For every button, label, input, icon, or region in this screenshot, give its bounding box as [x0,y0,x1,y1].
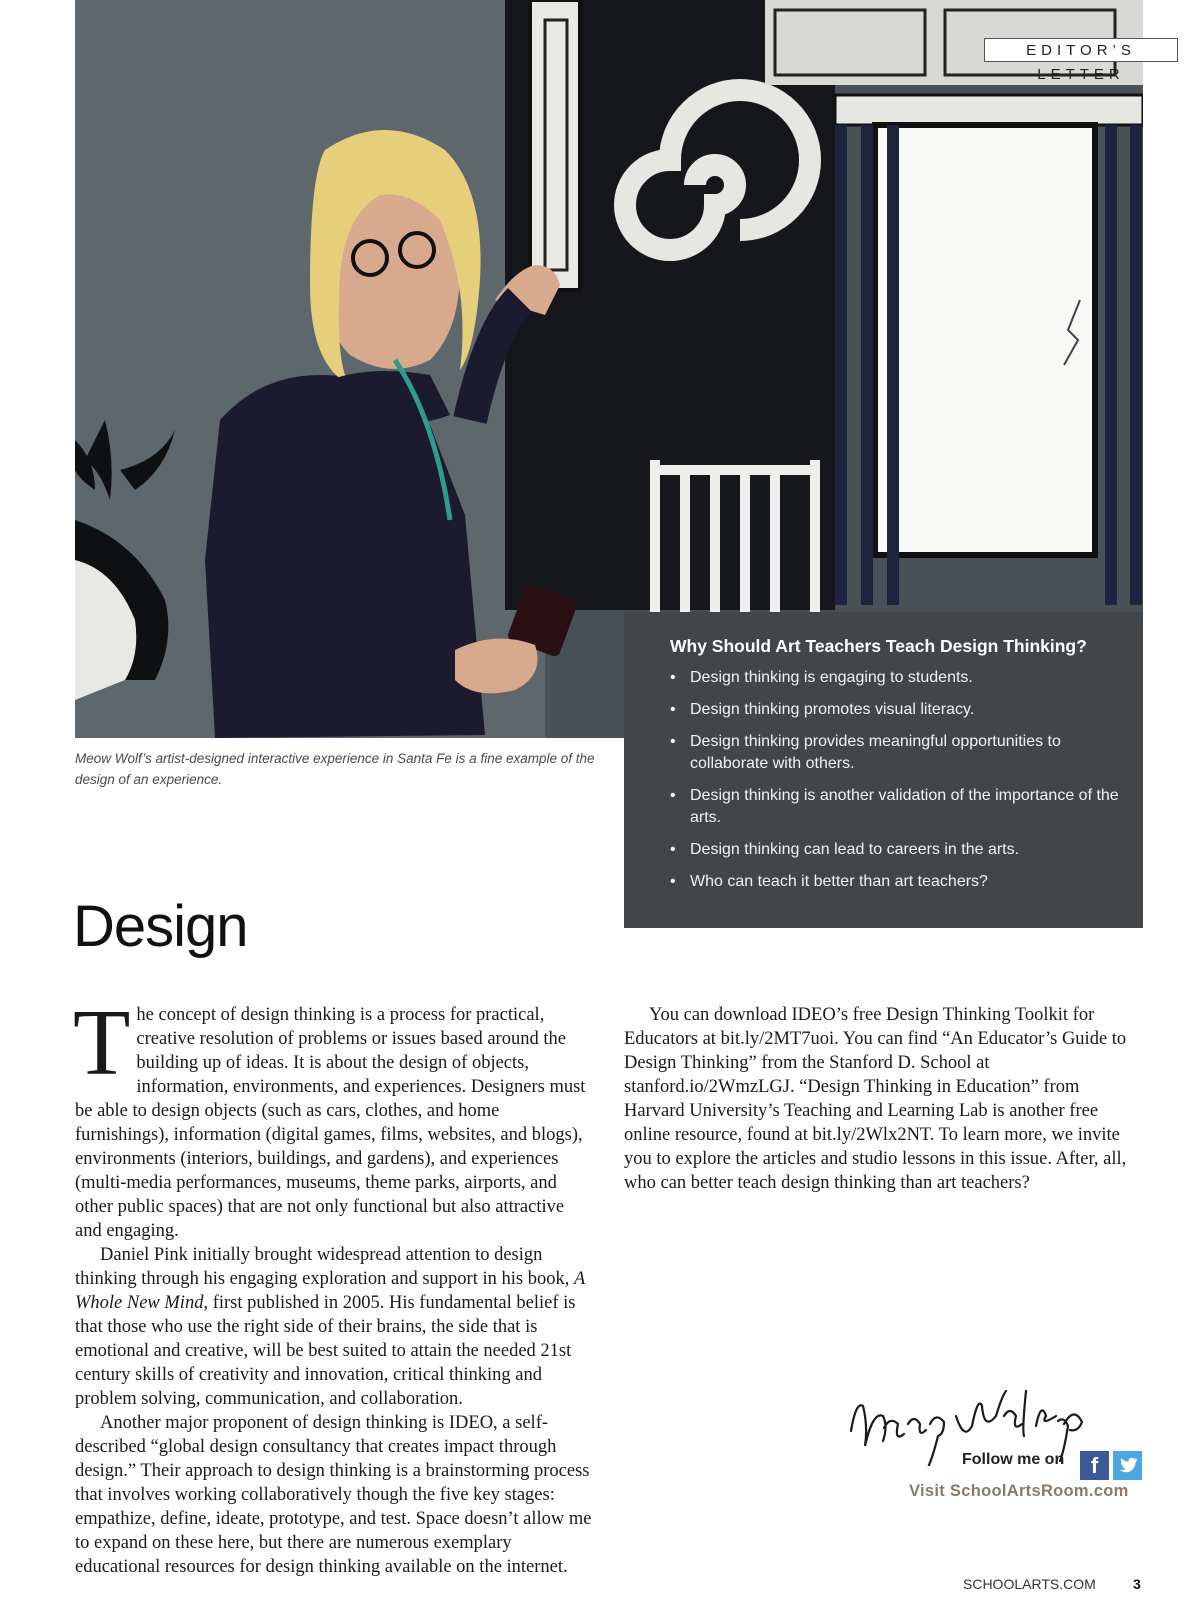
sidebar-item: • Design thinking can lead to careers in the arts. [670,839,1123,861]
page-title: Design [73,894,248,959]
sidebar-title: Why Should Art Teachers Teach Design Thinking? [670,636,1087,656]
article-column-right [624,1003,1144,1195]
article-paragraph [75,1243,595,1411]
article-paragraph: You can download IDEO’s free Design Thinking Toolkit for Educators at bit.ly/2MT7uoi. You can find “An Educator’s Guide to Design Thinking” from the Stanford D. School at stanford.io/2WmzLGJ. “Design Thinking in Education” from Harvard University’s Teaching and Learning Lab is another free online resource, found at bit.ly/2Wlx2NT. To learn more, we invite you to explore the articles and studio lessons in this issue. After, all, who can better teach design thinking than art teachers? [624,1005,1127,1193]
paragraph-text: he concept of design thinking is a process for practical, creative resolution of problems or issues based around the building up of ideas. It is about the design of objects, information, environments, and experiences. Designers must be able to design objects (such as cars, clothes, and home furnishings), information (digital games, films, websites, and blogs), environments (interiors, buildings, and gardens), and experiences (multi-media performances, museums, theme parks, airports, and other public spaces) that are not only functional but also attractive and engaging. [75,1005,586,1241]
book-title: A Whole New Mind [75,1269,585,1313]
visit-link[interactable]: Visit SchoolArtsRoom.com [909,1482,1129,1500]
drop-cap: T [73,991,131,1095]
sidebar-item: • Design thinking is engaging to students. [670,667,1123,689]
sidebar-box [624,612,1143,928]
article-paragraph [73,991,595,1243]
sidebar-item: • Design thinking promotes visual literacy. [670,699,1123,721]
twitter-icon[interactable] [1113,1451,1142,1480]
article-paragraph: Another major proponent of design thinking is IDEO, a self-described “global design consultancy that creates impact through design.” Their approach to design thinking is a brainstorming process that involves working collaboratively though the five key stages: empathize, define, ideate, prototype, and test. Space doesn’t allow me to expand on these here, but there are numerous exemplary educational resources for design thinking available on the internet. [75,1413,592,1577]
sidebar-item: • Design thinking is another validation of the importance of the arts. [670,785,1123,829]
section-label: EDITOR’S LETTER [984,38,1178,62]
article-column-left [73,991,595,1579]
follow-label: Follow me on [962,1451,1065,1468]
twitter-bird-icon [1118,1457,1138,1474]
facebook-icon[interactable]: f [1080,1451,1109,1480]
footer-site: SCHOOLARTS.COM [963,1576,1096,1592]
sidebar-item: • Design thinking provides meaningful opportunities to collaborate with others. [670,731,1123,775]
paragraph-text: Daniel Pink initially brought widespread attention to design thinking through his engaging exploration and support in his book, [75,1245,574,1289]
photo-caption: Meow Wolf’s artist-designed interactive experience in Santa Fe is a fine example of the design of an experience. [75,751,595,787]
paragraph-text: , first published in 2005. His fundamental belief is that those who use the right side of their brains, the side that is emotional and creative, will be best suited to attain the needed 21st century skills of creativity and innovation, critical thinking and problem solving, communication, and collaboration. [75,1293,576,1409]
sidebar-list [670,667,1123,893]
sidebar-item: • Who can teach it better than art teachers? [670,871,1123,893]
page-number: 3 [1133,1576,1141,1592]
